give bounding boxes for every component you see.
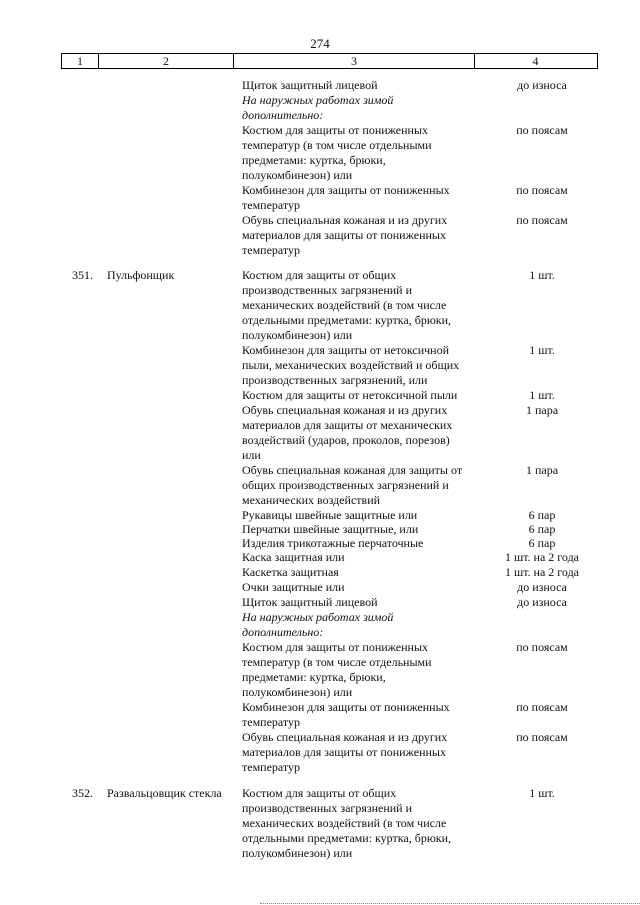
issue-norm: по поясам [516,640,568,654]
issue-norm: по поясам [516,123,568,137]
equipment-text: Костюм для защиты от пониженных [242,640,429,654]
header-col-3: 3 [234,54,475,68]
equipment-text: Костюм для защиты от нетоксичной пыли [242,388,458,402]
equipment-text: Изделия трикотажные перчаточные [242,536,424,550]
equipment-text: Костюм для защиты от общих [242,786,397,800]
item-number: 352. [72,786,93,800]
issue-norm: 6 пар [528,522,556,536]
equipment-text: Обувь специальная кожаная и из других [242,403,448,417]
page-number: 274 [310,36,330,51]
equipment-text: Щиток защитный лицевой [242,595,378,609]
issue-norm: 1 шт. на 2 года [504,550,580,564]
equipment-text: температур [242,243,301,257]
equipment-text: механических воздействий (в том числе [242,816,447,830]
equipment-text: полукомбинезон) или [242,685,353,699]
equipment-text: Комбинезон для защиты от пониженных [242,183,450,197]
equipment-text: предметами: куртка, брюки, [242,153,386,167]
equipment-text: или [242,448,261,462]
equipment-text: полукомбинезон) или [242,846,353,860]
equipment-text: Каска защитная или [242,550,345,564]
equipment-text: На наружных работах зимой [242,610,394,624]
bottom-rule [260,903,640,904]
issue-norm: 1 шт. [529,786,555,800]
equipment-text: Костюм для защиты от общих [242,268,397,282]
equipment-text: Обувь специальная кожаная и из других [242,213,448,227]
equipment-text: отдельными предметами: куртка, брюки, [242,831,452,845]
equipment-text: механических воздействий (в том числе [242,298,447,312]
equipment-text: предметами: куртка, брюки, [242,670,386,684]
issue-norm: 1 шт. [529,388,555,402]
equipment-text: Комбинезон для защиты от пониженных [242,700,450,714]
equipment-text: пыли, механических воздействий и общих [242,358,460,372]
header-col-4: 4 [532,54,539,68]
equipment-text: Костюм для защиты от пониженных [242,123,429,137]
equipment-text: температур [242,760,301,774]
equipment-text: материалов для защиты от механических [242,418,453,432]
equipment-text: температур [242,715,301,729]
equipment-text: На наружных работах зимой [242,93,394,107]
equipment-text: Щиток защитный лицевой [242,78,378,92]
equipment-text: материалов для защиты от пониженных [242,228,446,242]
issue-norm: по поясам [516,183,568,197]
item-number: 351. [72,268,93,282]
issue-norm: по поясам [516,700,568,714]
equipment-text: производственных загрязнений и [242,801,413,815]
profession-name: Развальцовщик стекла [107,786,222,800]
equipment-text: Обувь специальная кожаная для защиты от [242,463,463,477]
issue-norm: 6 пар [528,536,556,550]
equipment-text: производственных загрязнений и [242,283,413,297]
equipment-text: механических воздействий [242,493,381,507]
equipment-text: материалов для защиты от пониженных [242,745,446,759]
equipment-text: производственных загрязнений, или [242,373,428,387]
issue-norm: по поясам [516,213,568,227]
equipment-text: полукомбинезон) или [242,328,353,342]
issue-norm: 1 шт. на 2 года [504,565,580,579]
header-col-2: 2 [99,54,234,68]
equipment-text: воздействий (ударов, проколов, порезов) [242,433,450,447]
issue-norm: до износа [517,595,567,609]
equipment-text: температур (в том числе отдельными [242,655,432,669]
issue-norm: 1 пара [525,403,559,417]
table-header [61,53,598,69]
equipment-text: полукомбинезон) или [242,168,353,182]
profession-name: Пульфонщик [107,268,175,282]
equipment-text: дополнительно: [242,108,324,122]
equipment-text: Перчатки швейные защитные, или [242,522,419,536]
issue-norm: 1 шт. [529,268,555,282]
issue-norm: до износа [517,580,567,594]
issue-norm: по поясам [516,730,568,744]
equipment-text: Комбинезон для защиты от нетоксичной [242,343,450,357]
issue-norm: 1 пара [525,463,559,477]
equipment-text: общих производственных загрязнений и [242,478,449,492]
issue-norm: 6 пар [528,508,556,522]
equipment-text: Каскетка защитная [242,565,339,579]
issue-norm: до износа [517,78,567,92]
equipment-text: отдельными предметами: куртка, брюки, [242,313,452,327]
equipment-text: Очки защитные или [242,580,345,594]
header-col-1: 1 [62,54,99,68]
equipment-text: Обувь специальная кожаная и из других [242,730,448,744]
issue-norm: 1 шт. [529,343,555,357]
equipment-text: температур (в том числе отдельными [242,138,432,152]
equipment-text: температур [242,198,301,212]
equipment-text: Рукавицы швейные защитные или [242,508,418,522]
equipment-text: дополнительно: [242,625,324,639]
